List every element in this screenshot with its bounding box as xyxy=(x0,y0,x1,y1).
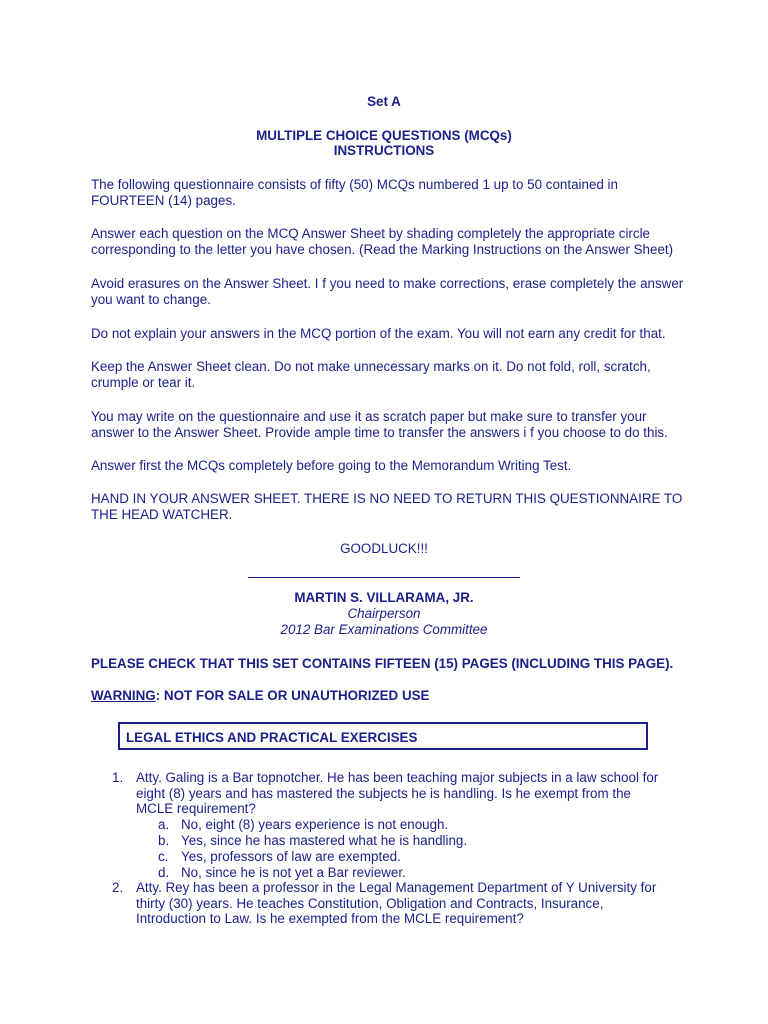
signatory-name: MARTIN S. VILLARAMA, JR. xyxy=(294,590,474,605)
choice-letter: c. xyxy=(158,849,169,864)
section-title: LEGAL ETHICS AND PRACTICAL EXERCISES xyxy=(126,730,418,745)
choice-text: No, eight (8) years experience is not enough. xyxy=(181,817,449,832)
instruction-8: HAND IN YOUR ANSWER SHEET. THERE IS NO NEED TO RETURN THIS QUESTIONNAIRE TO THE HEAD WATCHER. xyxy=(91,491,683,522)
choice-text: Yes, since he has mastered what he is handling. xyxy=(181,833,468,848)
signatory-position: Chairperson xyxy=(347,606,421,621)
title-line-2: INSTRUCTIONS xyxy=(333,143,435,158)
choice-text: No, since he is not yet a Bar reviewer. xyxy=(181,865,406,880)
title-line-1: MULTIPLE CHOICE QUESTIONS (MCQs) xyxy=(256,128,512,143)
choice-letter: a. xyxy=(158,817,170,832)
instruction-7: Answer first the MCQs completely before going to the Memorandum Writing Test. xyxy=(91,458,572,473)
question-text: Atty. Galing is a Bar topnotcher. He has been teaching major subjects in a law school for eight (8) years and has mastered the subjects he is handling. Is he exempt from the MCLE requirement? xyxy=(136,770,659,816)
warning-label: WARNING xyxy=(91,688,156,703)
warning-notice xyxy=(91,688,691,704)
question-number: 2. xyxy=(112,880,124,895)
closing-text: GOODLUCK!!! xyxy=(340,541,428,556)
instruction-5: Keep the Answer Sheet clean. Do not make unnecessary marks on it. Do not fold, roll, scratch, crumple or tear it. xyxy=(91,359,651,390)
set-label: Set A xyxy=(367,94,401,109)
question-text: Atty. Rey has been a professor in the Legal Management Department of Y University for thirty (30) years. He teaches Constitution, Obligation and Contracts, Insurance, Introduction to Law. Is he exempted from the MCLE requirement? xyxy=(136,880,657,926)
choice-letter: b. xyxy=(158,833,170,848)
instruction-6: You may write on the questionnaire and use it as scratch paper but make sure to transfer your answer to the Answer Sheet. Provide ample time to transfer the answers i f you choose to do this. xyxy=(91,409,668,440)
instruction-2: Answer each question on the MCQ Answer Sheet by shading completely the appropriate circle corresponding to the letter you have chosen. (Read the Marking Instructions on the Answer Sheet) xyxy=(91,226,674,257)
choice-letter: d. xyxy=(158,865,170,880)
instruction-3: Avoid erasures on the Answer Sheet. I f you need to make corrections, erase completely the answer you want to change. xyxy=(91,276,684,307)
signatory-committee: 2012 Bar Examinations Committee xyxy=(280,622,488,637)
page-count-notice: PLEASE CHECK THAT THIS SET CONTAINS FIFTEEN (15) PAGES (INCLUDING THIS PAGE). xyxy=(91,656,674,671)
warning-text: : NOT FOR SALE OR UNAUTHORIZED USE xyxy=(155,688,430,703)
choice-text: Yes, professors of law are exempted. xyxy=(181,849,401,864)
signature-line xyxy=(248,577,520,578)
section-header-box xyxy=(118,722,648,750)
instruction-4: Do not explain your answers in the MCQ portion of the exam. You will not earn any credit for that. xyxy=(91,326,666,341)
instruction-1: The following questionnaire consists of fifty (50) MCQs numbered 1 up to 50 contained in FOURTEEN (14) pages. xyxy=(91,177,618,208)
question-number: 1. xyxy=(112,770,124,785)
